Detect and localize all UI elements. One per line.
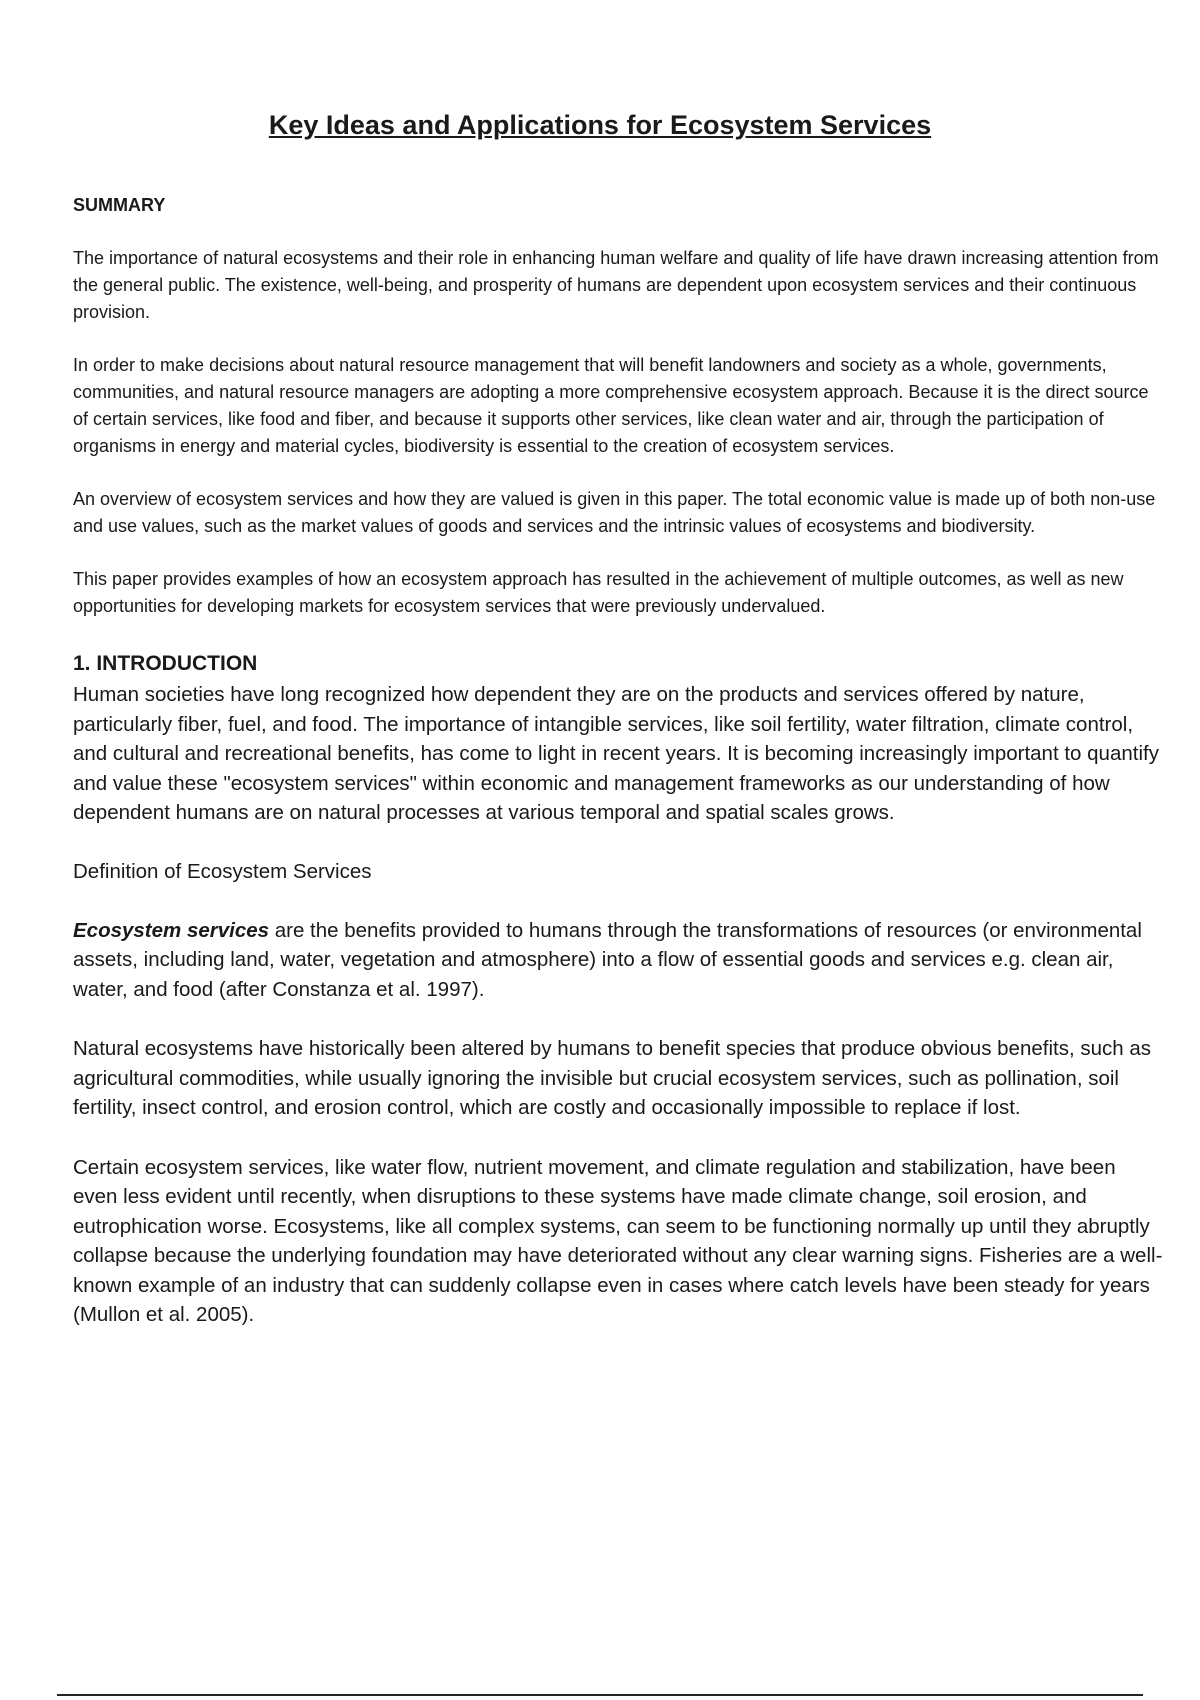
summary-paragraph: An overview of ecosystem services and how they are valued is given in this paper. The total economic value is made up of both non-use and use values, such as the market values of goods and services and the intrinsic values of ecosystems and biodiversity. [73,489,1156,536]
summary-paragraph: This paper provides examples of how an ecosystem approach has resulted in the achievement of multiple outcomes, as well as new opportunities for developing markets for ecosystem services that were previously undervalued. [73,569,1124,616]
definition-text: are the benefits provided to humans through the transformations of resources (or environmental assets, including land, water, vegetation and atmosphere) into a flow of essential goods and services e.g. clean air, water, and food (after Constanza et al. 1997). [73,918,1142,1001]
definition-subheading: Definition of Ecosystem Services [73,859,372,883]
introduction-heading: 1. INTRODUCTION [73,652,258,675]
summary-paragraph: In order to make decisions about natural resource management that will benefit landowners and society as a whole, governments, communities, and natural resource managers are adopting a more comprehensive ecosystem approach. Because it is the direct source of certain services, like food and fiber, and because it supports other services, like clean water and air, through the participation of organisms in energy and material cycles, biodiversity is essential to the creation of ecosystem services. [73,355,1149,456]
introduction-paragraph: Human societies have long recognized how dependent they are on the products and services offered by nature, particularly fiber, fuel, and food. The importance of intangible services, like soil fertility, water filtration, climate control, and cultural and recreational benefits, has come to light in recent years. It is becoming increasingly important to quantify and value these "ecosystem services" within economic and management frameworks as our understanding of how dependent humans are on natural processes at various temporal and spatial scales grows. [73,683,1159,824]
defined-term: Ecosystem services [73,918,270,942]
document-title: Key Ideas and Applications for Ecosystem Services [268,110,932,140]
summary-paragraph: The importance of natural ecosystems and their role in enhancing human welfare and quality of life have drawn increasing attention from the general public. The existence, well-being, and prosperity of humans are dependent upon ecosystem services and their continuous provision. [73,248,1159,322]
body-paragraph: Natural ecosystems have historically been altered by humans to benefit species that produce obvious benefits, such as agricultural commodities, while usually ignoring the invisible but crucial ecosystem services, such as pollination, soil fertility, insect control, and erosion control, which are costly and occasionally impossible to replace if lost. [73,1037,1151,1119]
summary-heading: SUMMARY [73,195,166,215]
footer-divider [57,1694,1143,1696]
body-paragraph: Certain ecosystem services, like water flow, nutrient movement, and climate regulation and stabilization, have been even less evident until recently, when disruptions to these systems have made climate change, soil erosion, and eutrophication worse. Ecosystems, like all complex systems, can seem to be functioning normally up until they abruptly collapse because the underlying foundation may have deteriorated without any clear warning signs. Fisheries are a well-known example of an industry that can suddenly collapse even in cases where catch levels have been steady for years (Mullon et al. 2005). [73,1155,1163,1326]
document-body [73,193,1163,1360]
definition-paragraph [73,916,1163,1005]
